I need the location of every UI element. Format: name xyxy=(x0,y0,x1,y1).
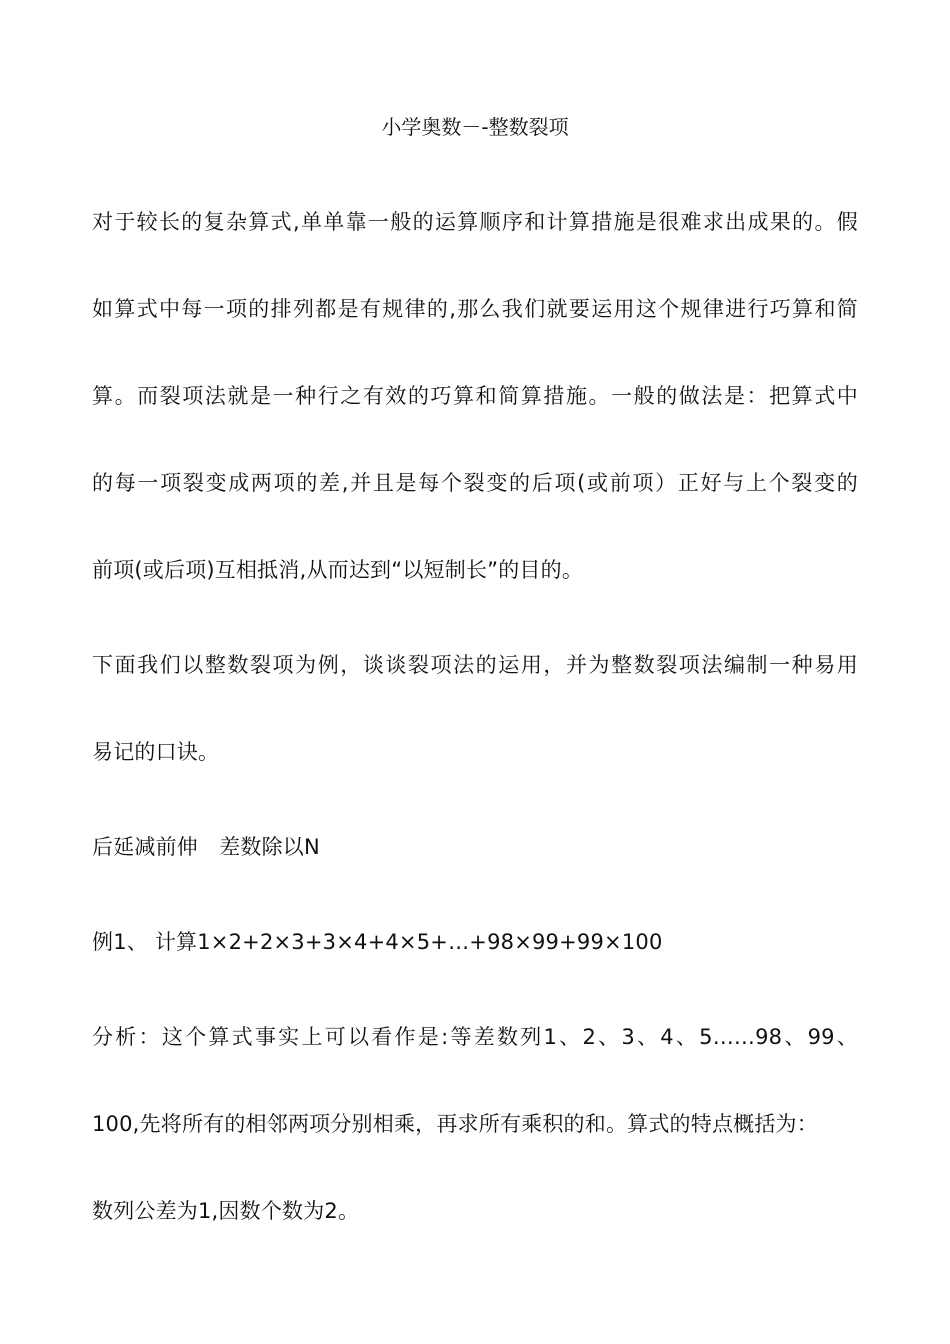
mnemonic-line: 后延减前伸 差数除以N xyxy=(92,835,320,859)
example-line: 例1、 计算1×2+2×3+3×4+4×5+…+98×99+99×100 xyxy=(92,930,663,954)
paragraph-line-3: 算。而裂项法就是一种行之有效的巧算和简算措施。一般的做法是：把算式中 xyxy=(92,384,858,408)
analysis-line-2: 100,先将所有的相邻两项分别相乘，再求所有乘积的和。算式的特点概括为： xyxy=(92,1112,818,1136)
paragraph-line-1: 对于较长的复杂算式,单单靠一般的运算顺序和计算措施是很难求出成果的。假 xyxy=(92,210,858,234)
analysis-line-1: 分析：这个算式事实上可以看作是:等差数列1、2、3、4、5……98、99、 xyxy=(92,1025,858,1049)
paragraph-line-6: 下面我们以整数裂项为例，谈谈裂项法的运用，并为整数裂项法编制一种易用 xyxy=(92,653,858,677)
document-title: 小学奥数－-整数裂项 xyxy=(381,115,569,139)
paragraph-line-5: 前项(或后项)互相抵消,从而达到“以短制长”的目的。 xyxy=(92,558,584,582)
analysis-line-3: 数列公差为1,因数个数为2。 xyxy=(92,1199,360,1223)
paragraph-line-7: 易记的口诀。 xyxy=(92,740,220,764)
paragraph-line-4: 的每一项裂变成两项的差,并且是每个裂变的后项(或前项）正好与上个裂变的 xyxy=(92,471,858,495)
paragraph-line-2: 如算式中每一项的排列都是有规律的,那么我们就要运用这个规律进行巧算和简 xyxy=(92,297,858,321)
